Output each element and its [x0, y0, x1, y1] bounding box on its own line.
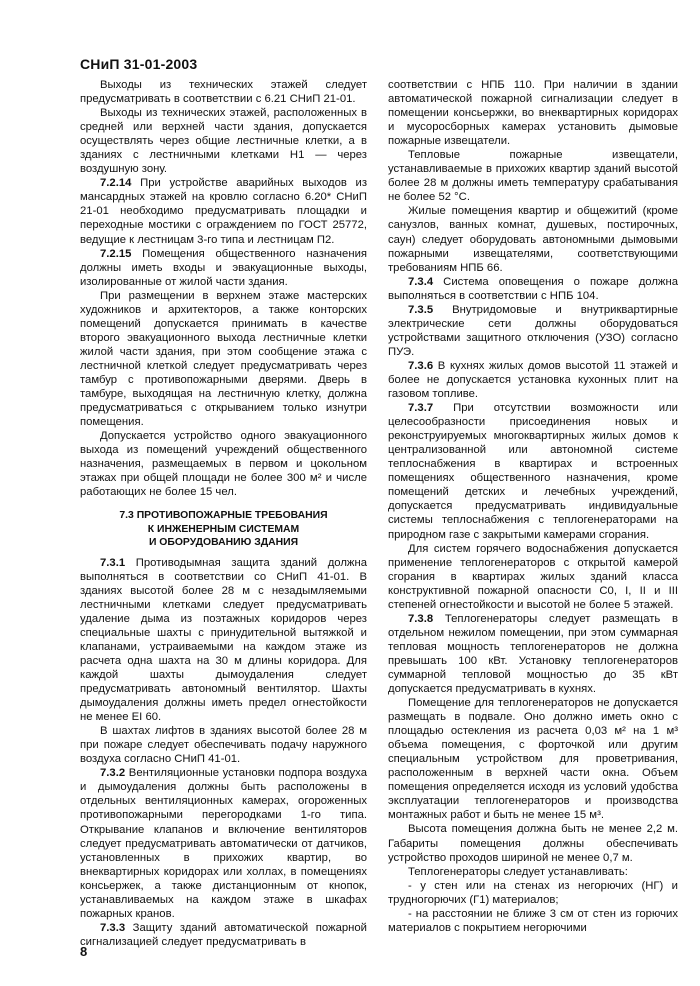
clause-number: 7.3.1: [100, 556, 126, 569]
paragraph: [80, 289, 367, 429]
paragraph-text: Выходы из технических этажей следует предусматривать в соответствии с 6.21 СНиП 21-01.: [80, 79, 367, 106]
paragraph-text: При устройстве аварийных выходов из мансардных этажей на кровлю согласно 6.20* СНиП 21-01 необходимо предусматривать площадки и переходные мостики с ограждением по ГОСТ 25772, ведущие к лестницам 3-го типа и лестницам П2.: [80, 177, 367, 246]
clause-number: 7.3.8: [408, 612, 434, 625]
paragraph: [388, 303, 678, 359]
paragraph: [388, 907, 678, 935]
section-title-line: И ОБОРУДОВАНИЮ ЗДАНИЯ: [148, 537, 299, 549]
paragraph-text: Помещение для теплогенераторов не допускается размещать в подвале. Оно должно иметь окно с площадью остекления из расчета 0,03 м² на 1 м³ объема помещения, с форточкой или другим специальным устройством для проветривания, расположенным в верхней части окна. Объем помещения определяется исходя из условий удобства эксплуатации теплогенераторов и производства монтажных работ и быть не менее 15 м³.: [388, 697, 678, 822]
paragraph: [80, 556, 367, 725]
clause-number: 7.3.2: [100, 767, 126, 780]
paragraph-text: Выходы из технических этажей, расположенных в средней или верхней части здания, допускается осуществлять через общие лестничные клетки, а в зданиях с лестничными клетками Н1 — через воздушную зону.: [80, 107, 367, 176]
paragraph: [388, 822, 678, 864]
paragraph-text: Вентиляционные установки подпора воздуха и дымоудаления должны быть расположены в отдельных вентиляционных камерах, огороженных противопожарными перегородками 1-го типа. Открывание клапанов и включение вентиляторов следует предусматривать автоматически от датчиков, установленных в прихожих квартир, во внеквартирных коридорах или холлах, в помещениях консьержек, а также дистанционным от кнопок, устанавливаемых на каждом этаже в шкафах пожарных кранов.: [80, 767, 367, 920]
paragraph-text: Теплогенераторы следует размещать в отдельном нежилом помещении, при этом суммарная тепловая мощность теплогенераторов не должна превышать 100 кВт. Установку теплогенераторов суммарной тепловой мощностью до 35 кВт допускается предусматривать в кухнях.: [388, 612, 678, 696]
clause-number: 7.3.6: [408, 359, 434, 372]
paragraph-text: Противодымная защита зданий должна выполняться в соответствии со СНиП 41-01. В зданиях высотой более 28 м с незадымляемыми лестничными клетками следует предусматривать удаление дыма из поэтажных коридоров через специальные шахты с принудительной вытяжкой и клапанами, устраиваемыми на каждом этаже из расчета одна шахта на 30 м длины коридора. Для каждой шахты дымоудаления следует предусматривать автономный вентилятор. Шахты дымоудаления должны иметь предел огнестойкости не менее EI 60.: [80, 556, 367, 724]
paragraph: [80, 429, 367, 499]
paragraph-text: В кухнях жилых домов высотой 11 этажей и более не допускается установка кухонных плит на газовом топливе.: [388, 359, 678, 401]
paragraph: [80, 78, 367, 106]
paragraph-text: Тепловые пожарные извещатели, устанавливаемые в прихожих квартир зданий высотой более 28 м должны иметь температуру срабатывания не более 52 °С.: [388, 149, 678, 204]
paragraph: [388, 148, 678, 204]
section-title-line: К ИНЖЕНЕРНЫМ СИСТЕМАМ: [147, 523, 300, 535]
paragraph: [388, 275, 678, 303]
paragraph: [388, 78, 678, 148]
paragraph: [80, 766, 367, 921]
paragraph: [80, 176, 367, 246]
paragraph: [80, 724, 367, 766]
clause-number: 7.3.7: [408, 402, 434, 415]
paragraph-text: Для систем горячего водоснабжения допускается применение теплогенераторов с открытой камерой сгорания в квартирах жилых зданий класса конструктивной пожарной опасности С0, I, II и III степеней огнестойкости и высотой не более 5 этажей.: [388, 542, 678, 611]
paragraph-text: Помещения общественного назначения должны иметь входы и эвакуационные выходы, изолированные от жилой части здания.: [80, 247, 367, 288]
paragraph: [80, 921, 367, 949]
paragraph-text: Внутридомовые и внутриквартирные электрические сети должны оборудоваться устройствами защитного отключения (УЗО) согласно ПУЭ.: [388, 303, 678, 358]
paragraph-text: В шахтах лифтов в зданиях высотой более 28 м при пожаре следует обеспечивать подачу наружного воздуха согласно СНиП 41-01.: [80, 725, 367, 766]
right-column: [388, 78, 678, 935]
paragraph-text: - на расстоянии не ближе 3 см от стен из горючих материалов с покрытием негорючими: [388, 907, 678, 934]
left-paragraphs-after: [80, 556, 367, 949]
section-title: [80, 509, 367, 549]
clause-number: 7.3.3: [100, 921, 126, 934]
paragraph: [388, 204, 678, 274]
paragraph-text: Допускается устройство одного эвакуационного выхода из помещений учреждений общественного назначения, размещаемых в первом и цокольном этажах при общей площади не более 300 м² и числе работающих не более 15 чел.: [80, 430, 367, 499]
paragraph-text: соответствии с НПБ 110. При наличии в здании автоматической пожарной сигнализации следует в помещении консьержки, во внеквартирных коридорах и мусоросборных камерах установить дымовые пожарные извещатели.: [388, 79, 678, 148]
paragraph-text: При размещении в верхнем этаже мастерских художников и архитекторов, а также конторских помещений допускается принимать в качестве второго эвакуационного выхода лестничные клетки жилой части здания, при этом сообщение этажа с лестничной клеткой следует предусматривать через тамбур с противопожарными дверями. Дверь в тамбуре, выходящая на лестничную клетку, должна предусматриваться с открыванием только изнутри помещения.: [80, 289, 367, 429]
paragraph-text: Система оповещения о пожаре должна выполняться в соответствии с НПБ 104.: [388, 275, 678, 302]
right-paragraphs: [388, 78, 678, 935]
running-header: СНиП 31-01-2003: [80, 56, 198, 72]
section-title-line: 7.3 ПРОТИВОПОЖАРНЫЕ ТРЕБОВАНИЯ: [119, 510, 328, 522]
paragraph: [388, 865, 678, 879]
paragraph: [388, 696, 678, 822]
paragraph-text: При отсутствии возможности или целесообразности присоединения новых и реконструируемых многоквартирных жилых домов к централизованной или автономной системе теплоснабжения в квартирах и встроенных помещениях общественного назначения, кроме помещений детских и лечебных учреждений, допускается предусматривать индивидуальные системы теплоснабжения с теплогенераторами на природном газе с закрытыми камерами сгорания.: [388, 402, 678, 541]
paragraph: [388, 542, 678, 612]
paragraph-text: Жилые помещения квартир и общежитий (кроме санузлов, ванных комнат, душевых, постирочных, саун) следует оборудовать автономными дымовыми пожарными извещателями, соответствующими требованиям НПБ 66.: [388, 205, 678, 274]
left-paragraphs: [80, 78, 367, 499]
clause-number: 7.3.4: [408, 275, 434, 288]
clause-number: 7.3.5: [408, 303, 434, 316]
page-number: 8: [80, 944, 88, 959]
clause-number: 7.2.14: [100, 177, 132, 190]
paragraph: [388, 612, 678, 696]
paragraph-text: Теплогенераторы следует устанавливать:: [408, 865, 628, 878]
paragraph: [388, 401, 678, 541]
paragraph-text: Высота помещения должна быть не менее 2,2 м. Габариты помещения должны обеспечивать устройство проходов шириной не менее 0,7 м.: [388, 823, 678, 864]
paragraph-text: Защиту зданий автоматической пожарной сигнализацией следует предусматривать в: [80, 921, 367, 948]
paragraph: [80, 106, 367, 176]
left-column: [80, 78, 367, 949]
paragraph: [388, 879, 678, 907]
clause-number: 7.2.15: [100, 247, 132, 260]
paragraph: [388, 359, 678, 401]
paragraph-text: - у стен или на стенах из негорючих (НГ) и трудногорючих (Г1) материалов;: [388, 879, 678, 906]
paragraph: [80, 247, 367, 289]
